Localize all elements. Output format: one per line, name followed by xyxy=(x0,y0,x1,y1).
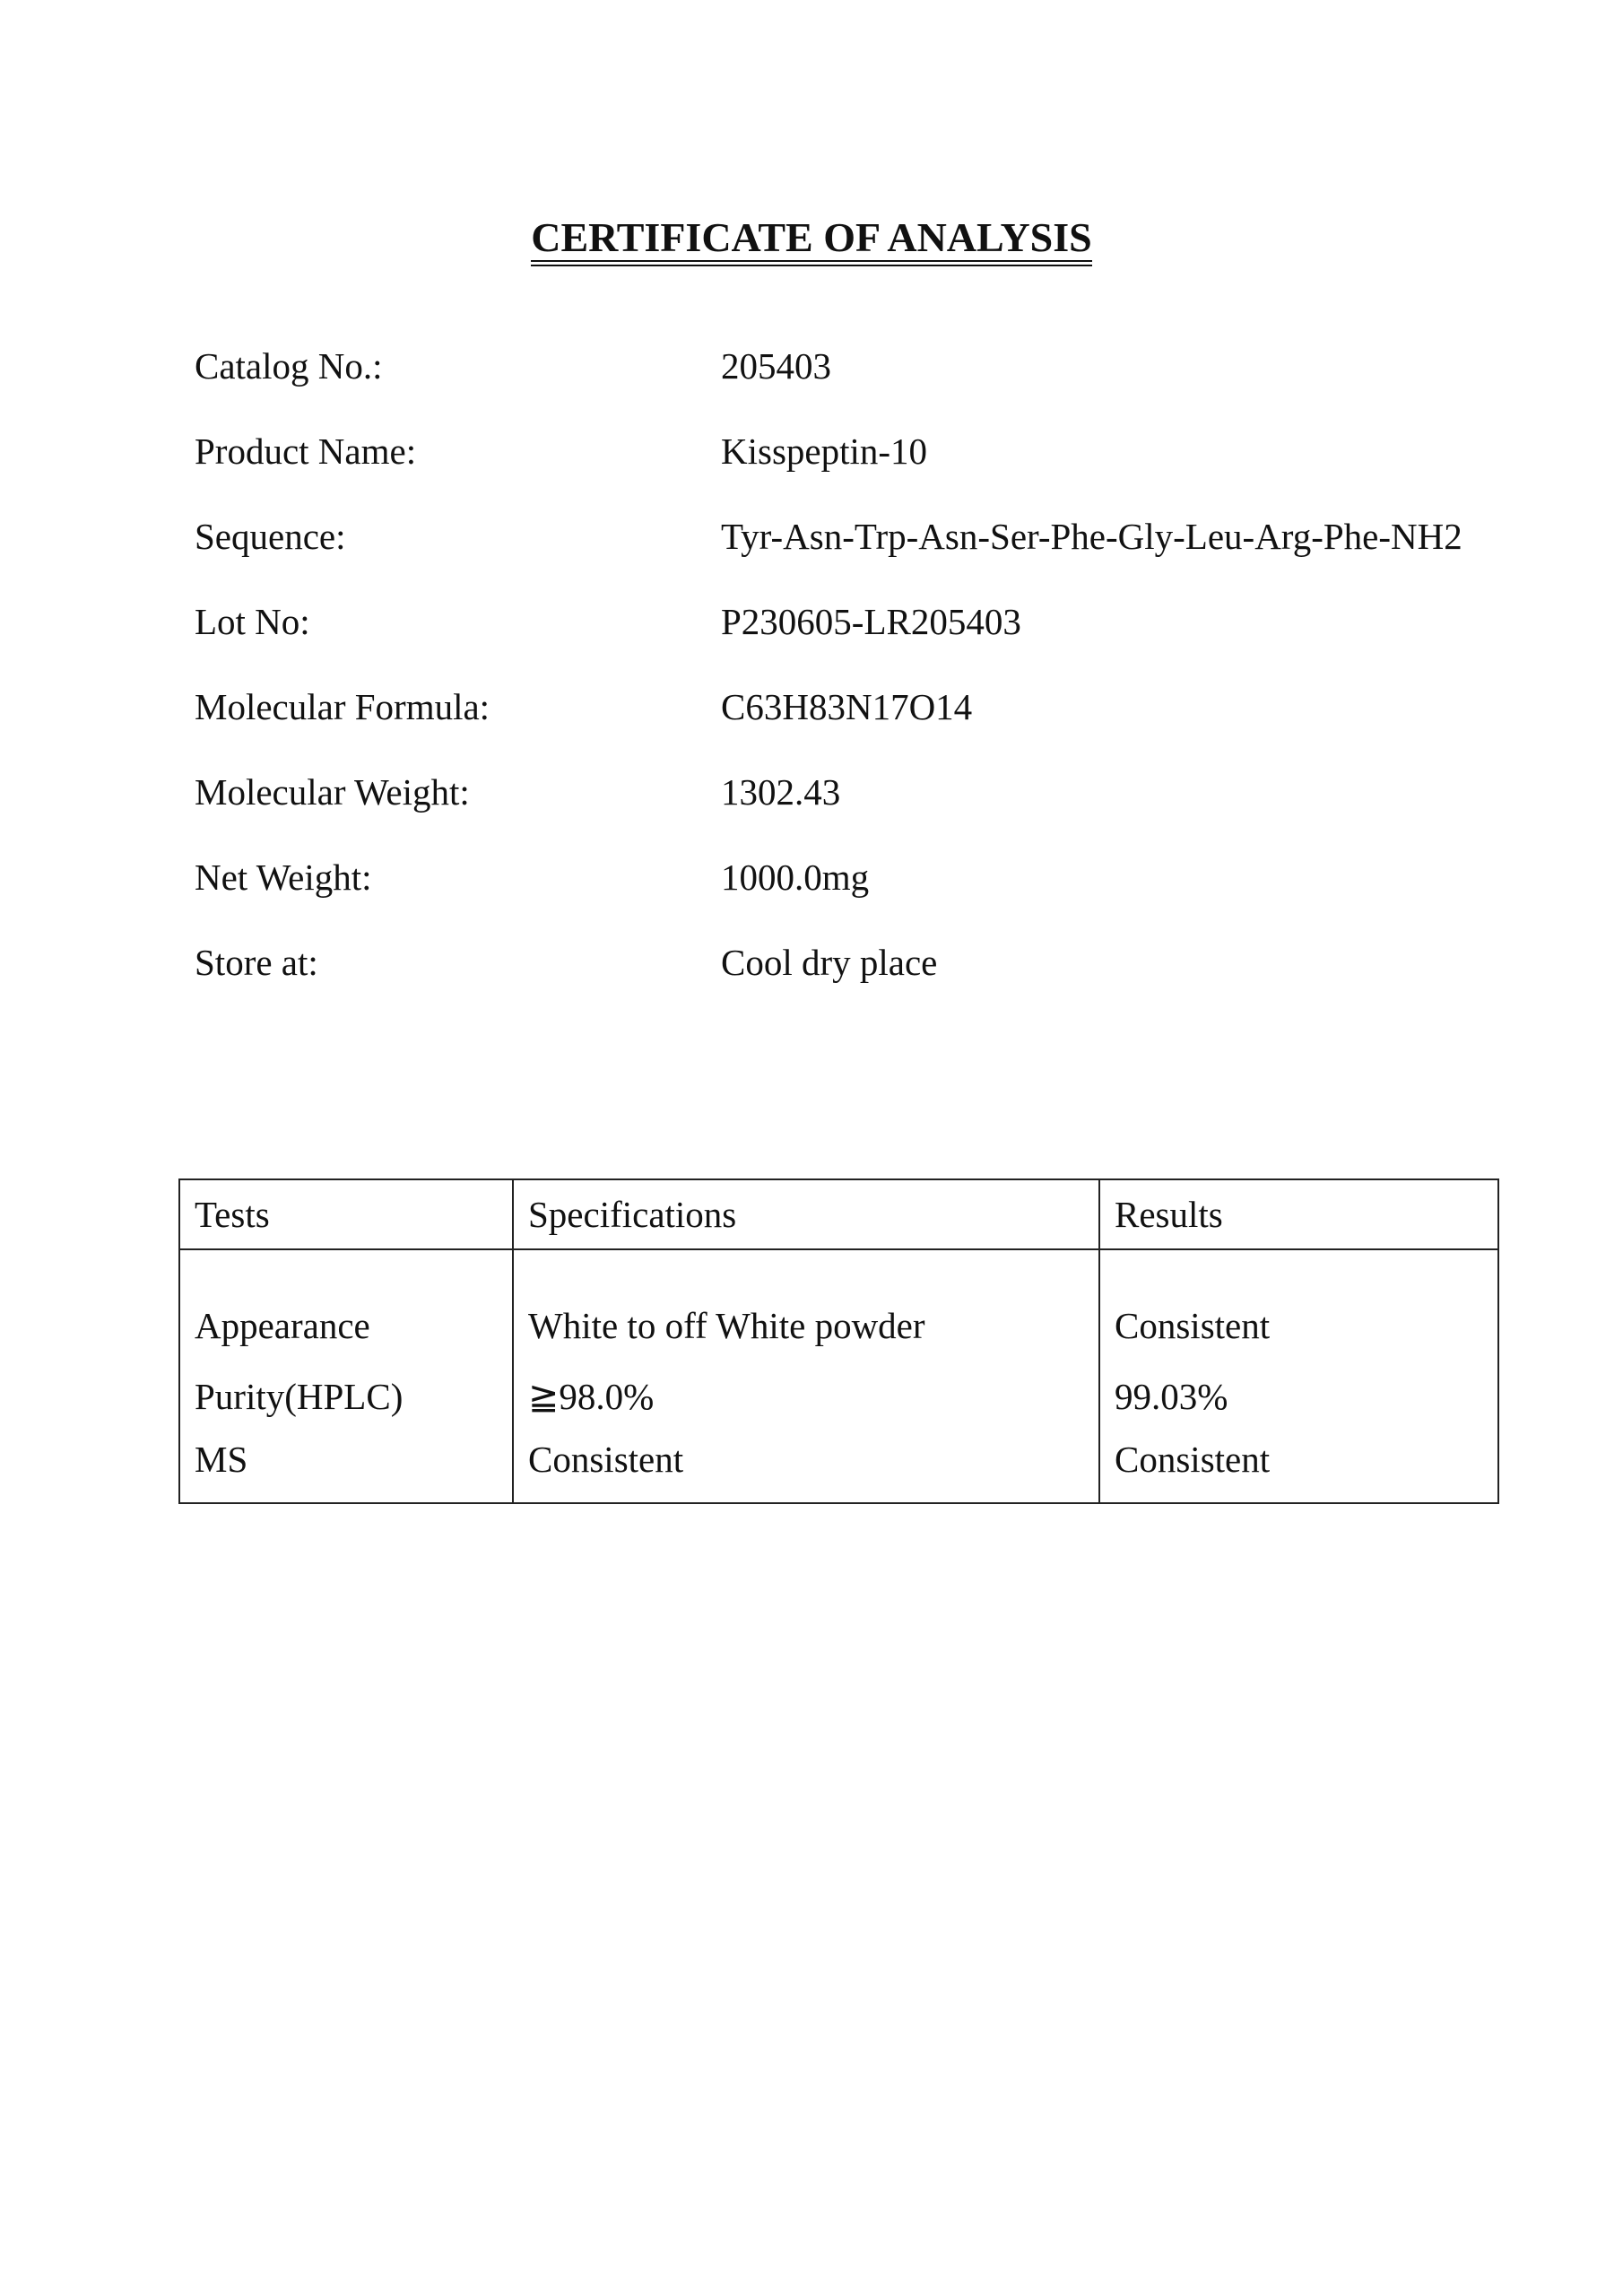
info-label: Catalog No.: xyxy=(195,345,383,387)
document-title-text: CERTIFICATE OF ANALYSIS xyxy=(531,215,1092,266)
table-row xyxy=(179,1434,1498,1503)
info-label: Sequence: xyxy=(195,516,346,557)
table-header-row xyxy=(179,1179,1498,1249)
table-row xyxy=(179,1358,1498,1434)
info-label: Lot No: xyxy=(195,601,310,642)
table-cell-result: Consistent xyxy=(1099,1434,1498,1503)
info-label: Molecular Weight: xyxy=(195,771,470,813)
info-value: 1000.0mg xyxy=(721,857,870,898)
results-table xyxy=(178,1178,1499,1504)
table-cell-result: Consistent xyxy=(1099,1249,1498,1358)
info-label: Store at: xyxy=(195,942,318,983)
info-label: Molecular Formula: xyxy=(195,686,490,727)
table-cell-specification: Consistent xyxy=(513,1434,1099,1503)
table-cell-test: MS xyxy=(179,1434,513,1503)
table-row xyxy=(179,1249,1498,1358)
info-value: Tyr-Asn-Trp-Asn-Ser-Phe-Gly-Leu-Arg-Phe-NH2 xyxy=(721,516,1462,557)
column-header-tests: Tests xyxy=(179,1179,513,1249)
table-cell-specification: ≧98.0% xyxy=(513,1358,1099,1434)
info-label: Net Weight: xyxy=(195,857,372,898)
info-value: 205403 xyxy=(721,345,831,387)
info-value: Kisspeptin-10 xyxy=(721,430,928,472)
info-value: P230605-LR205403 xyxy=(721,601,1021,642)
info-value: C63H83N17O14 xyxy=(721,686,973,727)
table-cell-result: 99.03% xyxy=(1099,1358,1498,1434)
info-value: Cool dry place xyxy=(721,942,938,983)
table-cell-test: Purity(HPLC) xyxy=(179,1358,513,1434)
info-value: 1302.43 xyxy=(721,771,841,813)
table-cell-specification: White to off White powder xyxy=(513,1249,1099,1358)
column-header-specifications: Specifications xyxy=(513,1179,1099,1249)
info-label: Product Name: xyxy=(195,430,417,472)
column-header-results: Results xyxy=(1099,1179,1498,1249)
document-title xyxy=(0,212,1623,266)
table-cell-test: Appearance xyxy=(179,1249,513,1358)
